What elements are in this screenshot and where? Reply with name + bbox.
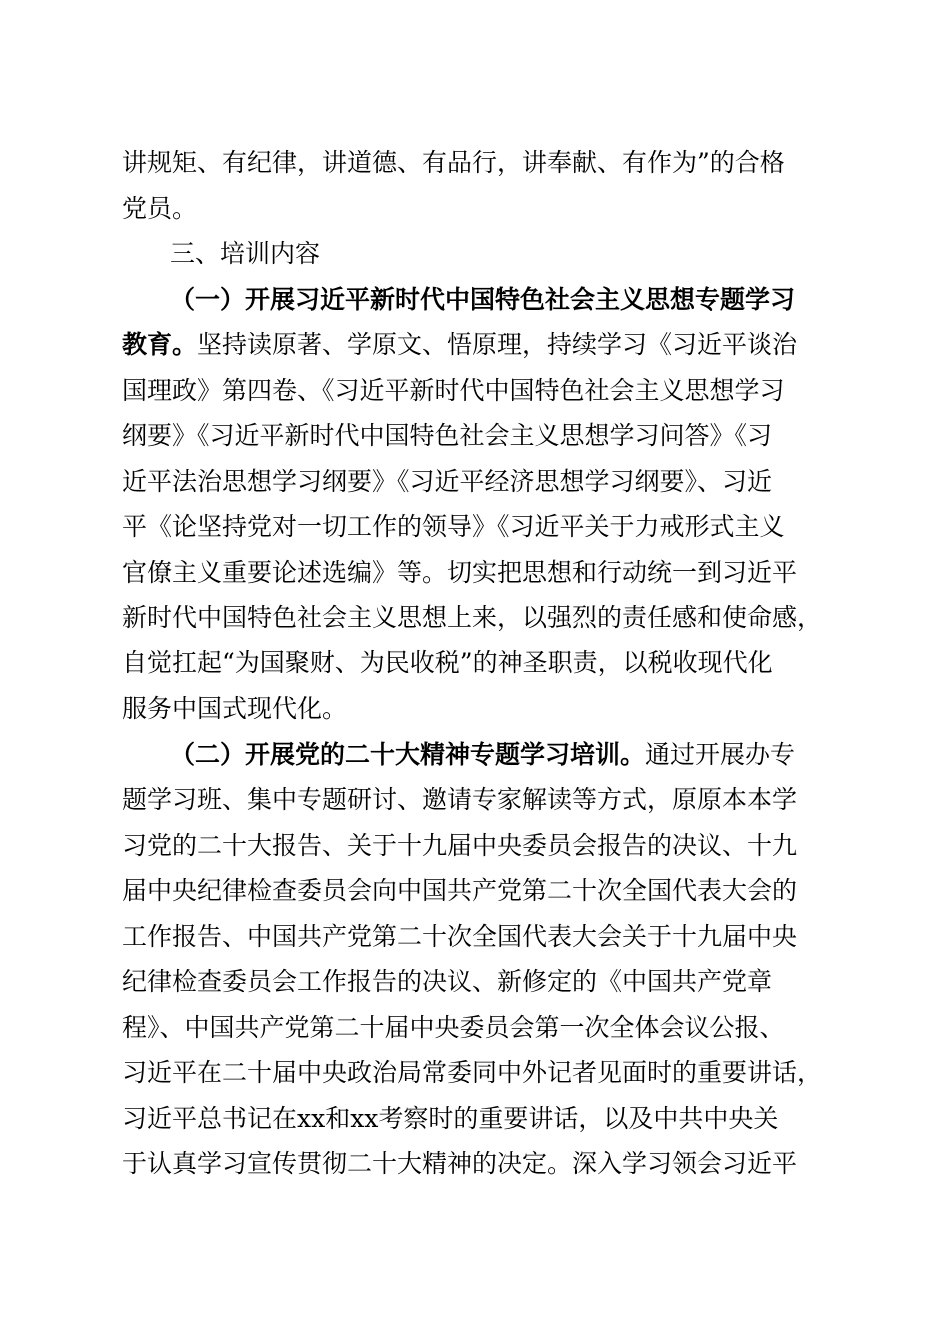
paragraph-line: 国理政》第四卷、《习近平新时代中国特色社会主义思想学习 [122,376,785,405]
paragraph-line: 习近平在二十届中央政治局常委同中外记者见面时的重要讲话， [122,1058,823,1087]
paragraph-line: 近平法治思想学习纲要》《习近平经济思想学习纲要》、习近 [122,467,773,496]
paragraph-line: 习近平总书记在xx和xx考察时的重要讲话，以及中共中央关 [122,1104,779,1133]
paragraph-line: 讲规矩、有纪律，讲道德、有品行，讲奉献、有作为”的合格 [122,148,785,177]
item1-first-line [122,325,832,365]
item2-first-line-rest: 通过开展办专 [645,740,796,769]
paragraph-line: 习党的二十大报告、关于十九届中央委员会报告的决议、十九 [122,831,798,860]
item1-title: （一）开展习近平新时代中国特色社会主义思想专题学习 [170,285,796,314]
paragraph-line: 自觉扛起“为国聚财、为民收税”的神圣职责，以税收现代化 [122,648,773,677]
section-heading: 三、培训内容 [170,239,321,268]
paragraph-line: 工作报告、中国共产党第二十次全国代表大会关于十九届中央 [122,922,798,951]
item1-title-cont: 教育。 [122,330,198,359]
paragraph-line: 服务中国式现代化。 [122,694,348,723]
paragraph-line: 于认真学习宣传贯彻二十大精神的决定。深入学习领会习近平 [122,1149,798,1178]
paragraph-line: 新时代中国特色社会主义思想上来，以强烈的责任感和使命感， [122,603,823,632]
paragraph-line: 党员。 [122,194,198,223]
paragraph-line: 官僚主义重要论述选编》等。切实把思想和行动统一到习近平 [122,558,798,587]
paragraph-line: 届中央纪律检查委员会向中国共产党第二十次全国代表大会的 [122,876,798,905]
paragraph-line: 纪律检查委员会工作报告的决议、新修定的《中国共产党章 [122,967,773,996]
item1-first-line-rest: 坚持读原著、学原文、悟原理，持续学习《习近平谈治 [197,330,798,359]
item2-first-line [170,735,880,775]
paragraph-line: 纲要》《习近平新时代中国特色社会主义思想学习问答》《习 [122,421,773,450]
paragraph-line: 程》、中国共产党第二十届中央委员会第一次全体会议公报、 [122,1013,785,1042]
paragraph-line: 题学习班、集中专题研讨、邀请专家解读等方式，原原本本学 [122,785,798,814]
item2-title: （二）开展党的二十大精神专题学习培训。 [170,740,646,769]
paragraph-line: 平《论坚持党对一切工作的领导》《习近平关于力戒形式主义 [122,512,785,541]
